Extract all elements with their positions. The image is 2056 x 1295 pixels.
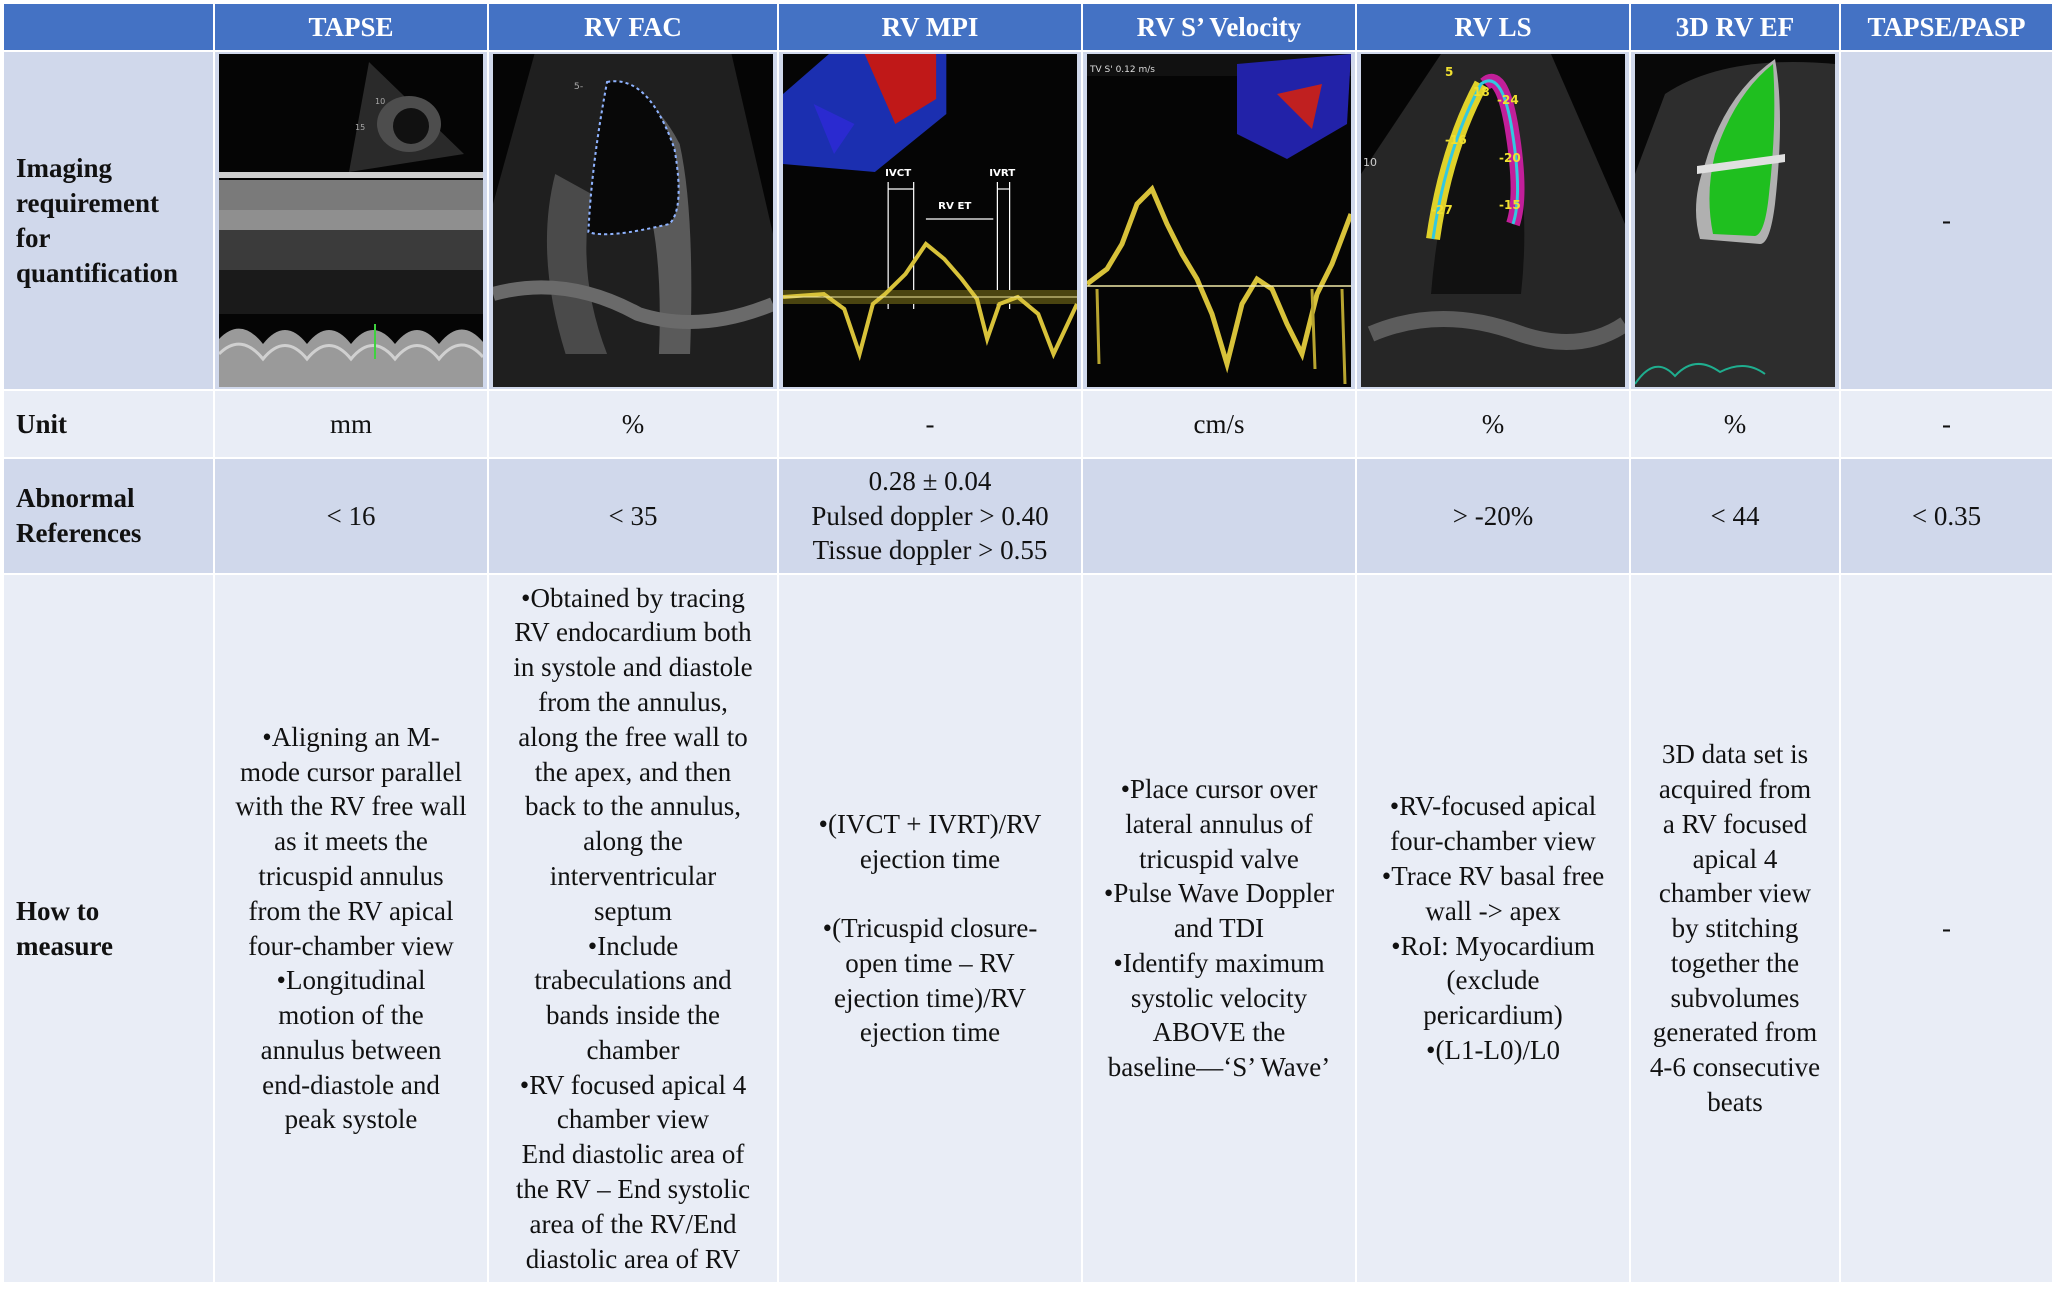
svg-text:18: 18: [1473, 85, 1490, 99]
unit-rv-s-velocity: cm/s: [1083, 391, 1355, 457]
unit-row: [4, 391, 2052, 457]
svg-text:-24: -24: [1497, 93, 1519, 107]
unit-3d-rv-ef: %: [1631, 391, 1839, 457]
svg-text:10: 10: [375, 97, 386, 106]
ref-3d-rv-ef: < 44: [1631, 459, 1839, 573]
svg-text:5-: 5-: [573, 81, 584, 92]
unit-rv-ls: %: [1357, 391, 1629, 457]
corner-cell: [4, 4, 213, 50]
svg-text:TV S' 0.12 m/s: TV S' 0.12 m/s: [1090, 65, 1155, 75]
svg-text:-20: -20: [1499, 151, 1521, 165]
unit-rv-fac: %: [489, 391, 777, 457]
how-rv-ls: •RV-focused apical four-chamber view •Trace RV basal free wall -> apex •RoI: Myocardium (exclude pericardium) •(L1-L0)/L0: [1357, 575, 1629, 1282]
col-head-tapse: TAPSE: [215, 4, 487, 50]
how-rv-mpi: •(IVCT + IVRT)/RV ejection time •(Tricuspid closure- open time – RV ejection time)/RV ejection time: [779, 575, 1081, 1282]
header-row: [4, 4, 2052, 50]
unit-tapse-pasp: -: [1841, 391, 2052, 457]
row-head-unit: Unit: [4, 391, 213, 457]
ref-rv-fac: < 35: [489, 459, 777, 573]
abnormal-references-row: [4, 459, 2052, 573]
svg-text:RV ET: RV ET: [938, 201, 972, 212]
rv-function-table: [2, 2, 2054, 1284]
svg-text:15: 15: [355, 123, 366, 132]
rv-s-velocity-image-cell: [1083, 52, 1355, 389]
row-head-imaging: Imaging requirement for quantification: [4, 52, 213, 389]
how-rv-s-velocity: •Place cursor over lateral annulus of tricuspid valve •Pulse Wave Doppler and TDI •Identify maximum systolic velocity ABOVE the baseline—‘S’ Wave’: [1083, 575, 1355, 1282]
3d-rv-ef-image-cell: [1631, 52, 1839, 389]
rv-s-velocity-doppler-image: [1087, 54, 1351, 387]
rv-mpi-doppler-image: [783, 54, 1077, 387]
how-tapse: •Aligning an M- mode cursor parallel with the RV free wall as it meets the tricuspid annulus from the RV apical four-chamber view •Longitudinal motion of the annulus between end-diastole and peak systole: [215, 575, 487, 1282]
svg-text:10: 10: [1363, 156, 1377, 169]
ref-tapse: < 16: [215, 459, 487, 573]
unit-tapse: mm: [215, 391, 487, 457]
rv-ls-image-cell: [1357, 52, 1629, 389]
how-rv-fac: •Obtained by tracing RV endocardium both in systole and diastole from the annulus, along the free wall to the apex, and then back to the annulus, along the interventricular septum •Include trabeculations and bands inside the chamber •RV focused apical 4 chamber view End diastolic area of the RV – End systolic area of the RV/End diastolic area of RV: [489, 575, 777, 1282]
svg-text:-27: -27: [1431, 203, 1453, 217]
rv-fac-echo-image: [493, 54, 773, 387]
rv-fac-image-cell: [489, 52, 777, 389]
row-head-abnormal-references: Abnormal References: [4, 459, 213, 573]
tapse-image-cell: [215, 52, 487, 389]
ref-tapse-pasp: < 0.35: [1841, 459, 2052, 573]
tapse-pasp-imaging-cell: -: [1841, 52, 2052, 389]
svg-text:IVRT: IVRT: [989, 168, 1016, 179]
col-head-rv-mpi: RV MPI: [779, 4, 1081, 50]
col-head-rv-fac: RV FAC: [489, 4, 777, 50]
svg-text:5: 5: [1445, 65, 1454, 79]
how-3d-rv-ef: 3D data set is acquired from a RV focused apical 4 chamber view by stitching together the subvolumes generated from 4-6 consecutive beats: [1631, 575, 1839, 1282]
3d-rv-ef-volume-image: [1635, 54, 1835, 387]
svg-text:-15: -15: [1499, 198, 1521, 212]
tapse-mmode-image: [219, 54, 483, 387]
imaging-row: [4, 52, 2052, 389]
col-head-tapse-pasp: TAPSE/PASP: [1841, 4, 2052, 50]
how-tapse-pasp: -: [1841, 575, 2052, 1282]
ref-rv-ls: > -20%: [1357, 459, 1629, 573]
rv-ls-strain-image: [1361, 54, 1625, 387]
svg-text:-16: -16: [1445, 133, 1467, 147]
svg-text:IVCT: IVCT: [885, 168, 912, 179]
how-to-measure-row: [4, 575, 2052, 1282]
col-head-3d-rv-ef: 3D RV EF: [1631, 4, 1839, 50]
rv-mpi-image-cell: [779, 52, 1081, 389]
col-head-rv-s-velocity: RV S’ Velocity: [1083, 4, 1355, 50]
unit-rv-mpi: -: [779, 391, 1081, 457]
col-head-rv-ls: RV LS: [1357, 4, 1629, 50]
ref-rv-s-velocity: [1083, 459, 1355, 573]
ref-rv-mpi: 0.28 ± 0.04 Pulsed doppler > 0.40 Tissue doppler > 0.55: [779, 459, 1081, 573]
row-head-how-to-measure: How to measure: [4, 575, 213, 1282]
